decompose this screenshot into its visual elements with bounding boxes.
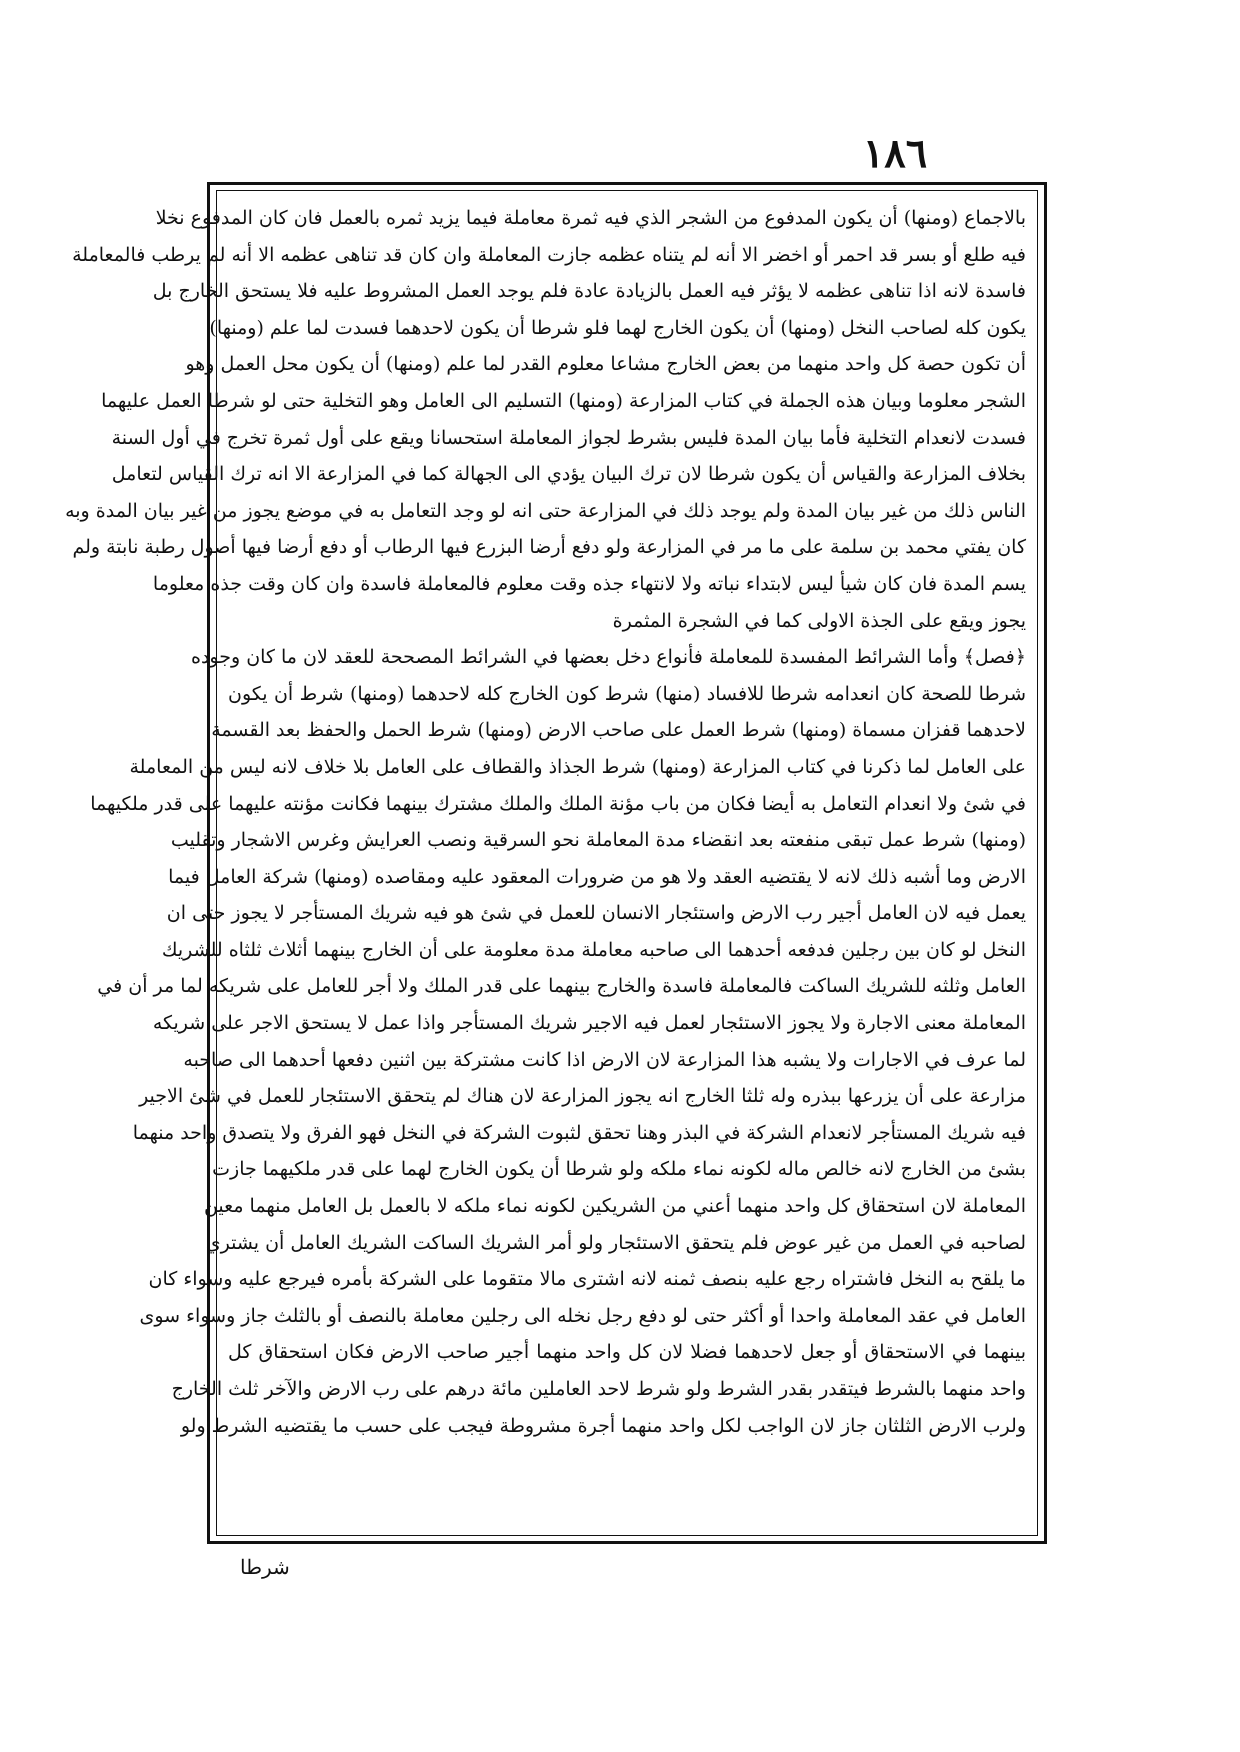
text-line: لاحدهما قفزان مسماة (ومنها) شرط العمل على صاحب الارض (ومنها) شرط الحمل والحفظ بعد القسمة (211, 719, 1026, 742)
page-number: ١٨٦ (862, 130, 928, 177)
text-line: يعمل فيه لان العامل أجير رب الارض واستئجار الانسان للعمل في شئ هو فيه شريك المستأجر لا يجوز حتى ان (166, 902, 1026, 925)
catchword: شرطا (240, 1555, 290, 1579)
text-line: المعاملة لان استحقاق كل واحد منهما أعني من الشريكين لكونه نماء ملكه لا بالعمل بل العامل منهما معين (203, 1195, 1026, 1218)
text-line: بشئ من الخارج لانه خالص ماله لكونه نماء ملكه ولو شرطا أن يكون الخارج لهما على قدر ملكيهما جازت (212, 1158, 1026, 1181)
text-line: أن تكون حصة كل واحد منهما من بعض الخارج مشاعا معلوم القدر لما علم (ومنها) أن يكون محل العمل وهو (185, 353, 1026, 376)
text-line: شرطا للصحة كان انعدامه شرطا للافساد (منها) شرط كون الخارج كله لاحدهما (ومنها) شرط أن يكون (228, 682, 1026, 705)
text-line: ولرب الارض الثلثان جاز لان الواجب لكل واحد منهما أجرة مشروطة فيجب على حسب ما يقتضيه الشرط ولو (180, 1414, 1026, 1437)
text-line: يسم المدة فان كان شيأ ليس لابتداء نباته ولا لانتهاء جذه وقت معلوم فالمعاملة فاسدة وان كان وقت جذه معلوما (152, 572, 1026, 595)
text-line: لما عرف في الاجارات ولا يشبه هذا المزارعة لان الارض اذا كانت مشتركة بين اثنين دفعها أحدهما الى صاحبه (183, 1048, 1026, 1071)
text-line: يجوز ويقع على الجذة الاولى كما في الشجرة المثمرة (612, 609, 1026, 632)
text-line: فيه طلع أو بسر قد احمر أو اخضر الا أنه لم يتناه عظمه جازت المعاملة وان كان قد تناهى عظمه الا أنه لم يرطب فالمعاملة (72, 243, 1026, 266)
text-body (65, 200, 1026, 1528)
text-line: (ومنها) شرط عمل تبقى منفعته بعد انقضاء مدة المعاملة نحو السرقية ونصب العرايش وغرس الاشجار وتقليب (170, 829, 1026, 852)
text-line: الناس ذلك من غير بيان المدة ولم يوجد ذلك في المزارعة حتى انه لو وجد التعامل به في موضع يجوز من غير بيان المدة وبه (65, 499, 1026, 522)
text-line: ﴿فصل﴾ وأما الشرائط المفسدة للمعاملة فأنواع دخل بعضها في الشرائط المصححة للعقد لان ما كان وجوده (191, 646, 1026, 669)
text-line: العامل وثلثه للشريك الساكت فالمعاملة فاسدة والخارج بينهما على قدر الملك ولا أجر للعامل على شريكه لما مر أن في (97, 975, 1026, 998)
text-line: فسدت لانعدام التخلية فأما بيان المدة فليس بشرط لجواز المعاملة استحسانا ويقع على أول ثمرة تخرج في أول السنة (111, 426, 1026, 449)
text-line: النخل لو كان بين رجلين فدفعه أحدهما الى صاحبه معاملة مدة معلومة على أن الخارج بينهما أثلاث ثلثاه للشريك (161, 938, 1026, 961)
text-line: بالاجماع (ومنها) أن يكون المدفوع من الشجر الذي فيه ثمرة معاملة فيما يزيد ثمره بالعمل فان كان المدفوع نخلا (155, 207, 1026, 229)
text-line (228, 1444, 1026, 1481)
text-line: في شئ ولا انعدام التعامل به أيضا فكان من باب مؤنة الملك والملك مشترك بينهما فكانت مؤنته عليهما على قدر ملكيهما (90, 792, 1026, 815)
text-line: كان يفتي محمد بن سلمة على ما مر في المزارعة ولو دفع أرضا البزرع فيها الرطاب أو دفع أرضا فيها أصول رطبة نابتة ولم (72, 536, 1026, 559)
text-line: الشجر معلوما وبيان هذه الجملة في كتاب المزارعة (ومنها) التسليم الى العامل وهو التخلية حتى لو شرطا العمل عليهما (101, 389, 1026, 412)
text-line: واحد منهما بالشرط فيتقدر بقدر الشرط ولو شرط لاحد العاملين مائة درهم على رب الارض والآخر ثلث الخارج (171, 1378, 1026, 1400)
text-line: بينهما في الاستحقاق أو جعل لاحدهما فضلا لان كل واحد منهما أجير صاحب الارض فكان استحقاق كل (228, 1341, 1026, 1364)
text-line: مزارعة على أن يزرعها ببذره وله ثلثا الخارج انه يجوز المزارعة لان هناك لم يتحقق الاستئجار للعمل في شئ الاجير (139, 1085, 1026, 1108)
text-line: لصاحبه في العمل من غير عوض فلم يتحقق الاستئجار ولو أمر الشريك الساكت الشريك العامل أن يشتري (205, 1231, 1026, 1254)
text-line: العامل في عقد المعاملة واحدا أو أكثر حتى لو دفع رجل نخله الى رجلين معاملة بالنصف أو بالثلث جاز وسواء سوى (139, 1304, 1026, 1327)
text-line: الارض وما أشبه ذلك لانه لا يقتضيه العقد ولا هو من ضرورات المعقود عليه ومقاصده (ومنها) شركة العامل فيما (168, 865, 1026, 888)
text-line: فاسدة لانه اذا تناهى عظمه لا يؤثر فيه العمل بالزيادة عادة فلم يوجد العمل المشروط عليه فلا يستحق الخارج بل (152, 280, 1026, 303)
text-line: فيه شريك المستأجر لانعدام الشركة في البذر وهنا تحقق لثبوت الشركة في النخل فهو الفرق ولا يتصدق واحد منهما (132, 1121, 1026, 1144)
text-line: المعاملة معنى الاجارة ولا يجوز الاستئجار لعمل فيه الاجير شريك المستأجر واذا عمل لا يستحق الاجر على شريكه (152, 1012, 1026, 1035)
text-line: على العامل لما ذكرنا في كتاب المزارعة (ومنها) شرط الجذاذ والقطاف على العامل بلا خلاف لانه ليس من المعاملة (129, 755, 1026, 778)
text-line: بخلاف المزارعة والقياس أن يكون شرطا لان ترك البيان يؤدي الى الجهالة كما في المزارعة الا انه ترك القياس لتعامل (111, 463, 1026, 486)
text-line: ما يلقح به النخل فاشتراه رجع عليه بنصف ثمنه لانه اشترى مالا متقوما على الشركة بأمره فيرجع عليه وسواء كان (148, 1268, 1026, 1291)
text-line: يكون كله لصاحب النخل (ومنها) أن يكون الخارج لهما فلو شرطا أن يكون لاحدهما فسدت لما علم (ومنها) (209, 316, 1026, 339)
